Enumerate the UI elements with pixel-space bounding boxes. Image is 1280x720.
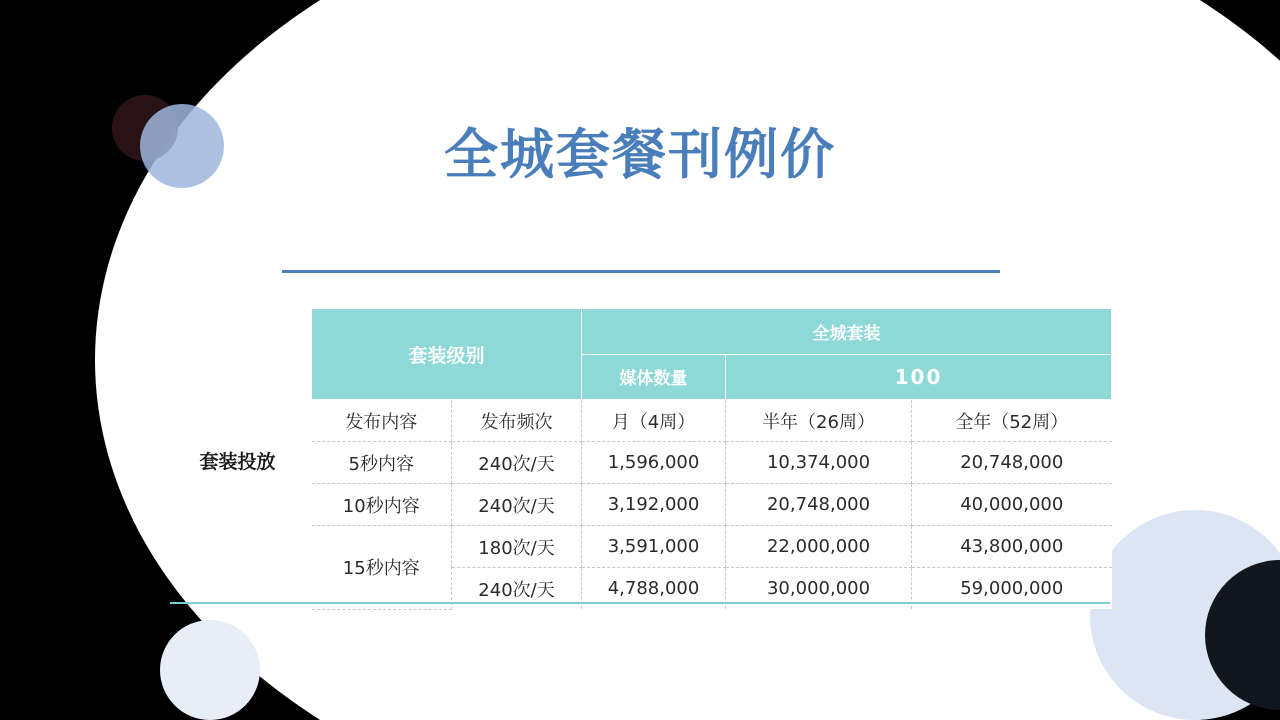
row-month-price: 4,788,000 (582, 568, 726, 610)
row-half-year-price: 30,000,000 (726, 568, 912, 610)
row-frequency: 180次/天 (452, 526, 582, 568)
title-divider (282, 270, 1000, 273)
decorative-circle-pale (160, 620, 260, 720)
row-month-price: 3,591,000 (582, 526, 726, 568)
page-title: 全城套餐刊例价 (444, 123, 836, 186)
table-row (312, 484, 1112, 526)
row-month-price: 1,596,000 (582, 442, 726, 484)
subheader-half-year: 半年（26周） (726, 400, 912, 442)
table-body (312, 400, 1112, 610)
row-half-year-price: 10,374,000 (726, 442, 912, 484)
header-package-level: 套装级别 (312, 309, 582, 400)
row-frequency: 240次/天 (452, 442, 582, 484)
table-subheader-row (312, 400, 1112, 442)
pricing-table-wrapper (311, 308, 1111, 610)
bottom-divider (170, 602, 1110, 604)
row-full-year-price: 20,748,000 (912, 442, 1112, 484)
pricing-table (311, 308, 1112, 610)
row-full-year-price: 40,000,000 (912, 484, 1112, 526)
table-header-row-1 (312, 309, 1112, 355)
row-content: 10秒内容 (312, 484, 452, 526)
subheader-content: 发布内容 (312, 400, 452, 442)
header-media-count-label: 媒体数量 (582, 354, 726, 400)
row-half-year-price: 20,748,000 (726, 484, 912, 526)
row-content: 15秒内容 (312, 526, 452, 610)
row-full-year-price: 59,000,000 (912, 568, 1112, 610)
subheader-month: 月（4周） (582, 400, 726, 442)
section-label: 套装投放 (199, 451, 276, 473)
row-half-year-price: 22,000,000 (726, 526, 912, 568)
header-citywide-package: 全城套装 (582, 309, 1112, 355)
row-frequency: 240次/天 (452, 568, 582, 610)
header-media-count-value: 100 (726, 354, 1112, 400)
subheader-full-year: 全年（52周） (912, 400, 1112, 442)
subheader-frequency: 发布频次 (452, 400, 582, 442)
row-month-price: 3,192,000 (582, 484, 726, 526)
row-frequency: 240次/天 (452, 484, 582, 526)
table-row (312, 526, 1112, 568)
row-content: 5秒内容 (312, 442, 452, 484)
table-row (312, 442, 1112, 484)
row-full-year-price: 43,800,000 (912, 526, 1112, 568)
